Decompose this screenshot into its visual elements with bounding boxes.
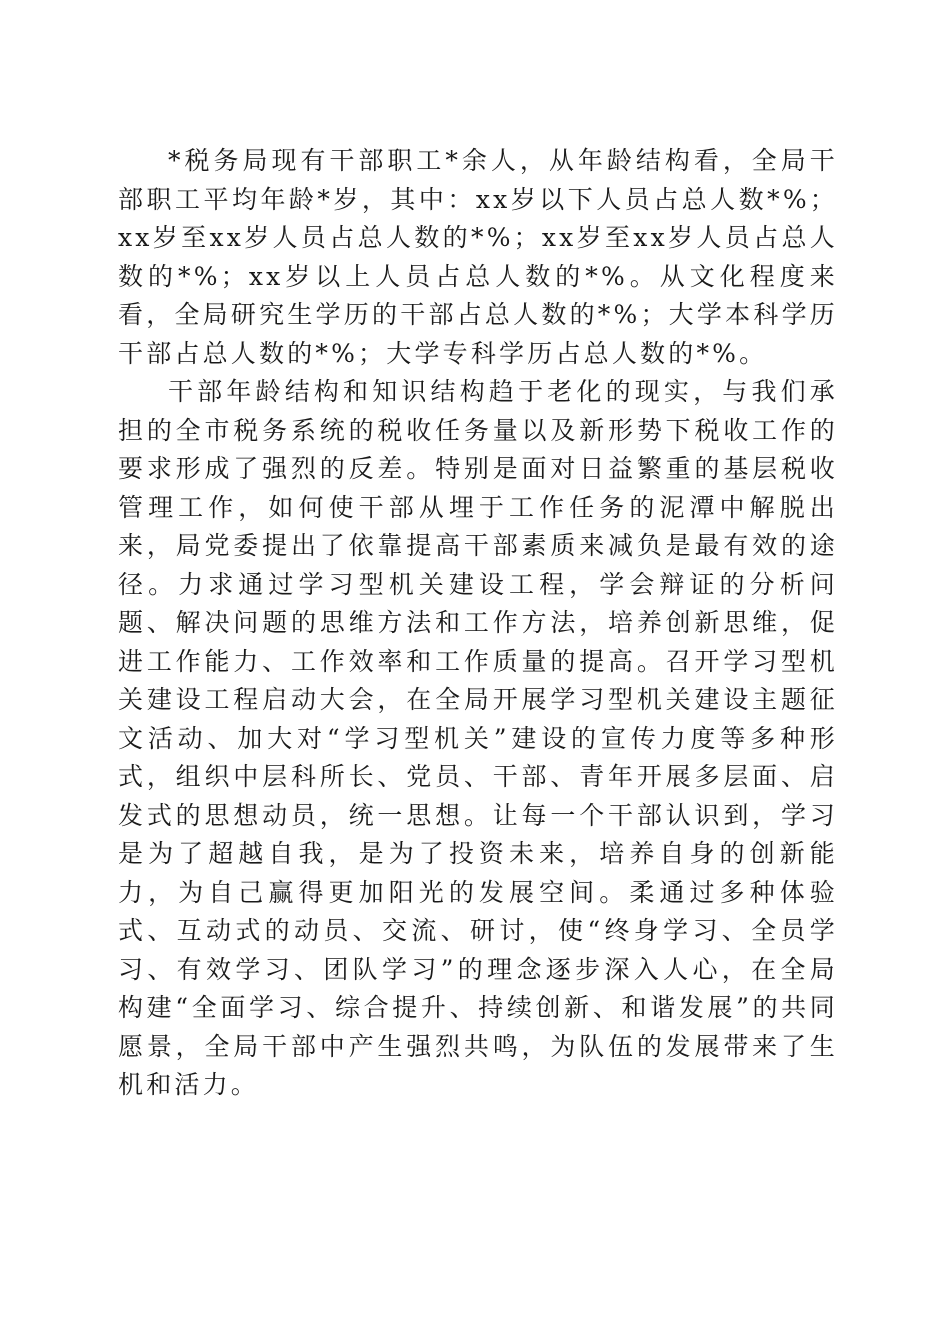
paragraph-learning-organization: 干部年龄结构和知识结构趋于老化的现实，与我们承担的全市税务系统的税收任务量以及新形势下税收工作的要求形成了强烈的反差。特别是面对日益繁重的基层税收管理工作，如何使干部从埋于工作任务的泥潭中解脱出来，局党委提出了依靠提高干部素质来减负是最有效的途径。力求通过学习型机关建设工程，学会辩证的分析问题、解决问题的思维方法和工作方法，培养创新思维，促进工作能力、工作效率和工作质量的提高。召开学习型机关建设工程启动大会，在全局开展学习型机关建设主题征文活动、加大对“学习型机关”建设的宣传力度等多种形式，组织中层科所长、党员、干部、青年开展多层面、启发式的思想动员，统一思想。让每一个干部认识到，学习是为了超越自我，是为了投资未来，培养自身的创新能力，为自己赢得更加阳光的发展空间。柔通过多种体验式、互动式的动员、交流、研讨，使“终身学习、全员学习、有效学习、团队学习”的理念逐步深入人心，在全局构建“全面学习、综合提升、持续创新、和谐发展”的共同愿景，全局干部中产生强烈共鸣，为队伍的发展带来了生机和活力。 bbox=[118, 377, 838, 1099]
document-body bbox=[118, 142, 838, 1105]
paragraph-staff-statistics: *税务局现有干部职工*余人，从年龄结构看，全局干部职工平均年龄*岁，其中：xx岁以下人员占总人数*%；xx岁至xx岁人员占总人数的*%；xx岁至xx岁人员占总人数的*%；xx岁以上人员占总人数的*%。从文化程度来看，全局研究生学历的干部占总人数的*%；大学本科学历干部占总人数的*%；大学专科学历占总人数的*%。 bbox=[118, 146, 838, 368]
